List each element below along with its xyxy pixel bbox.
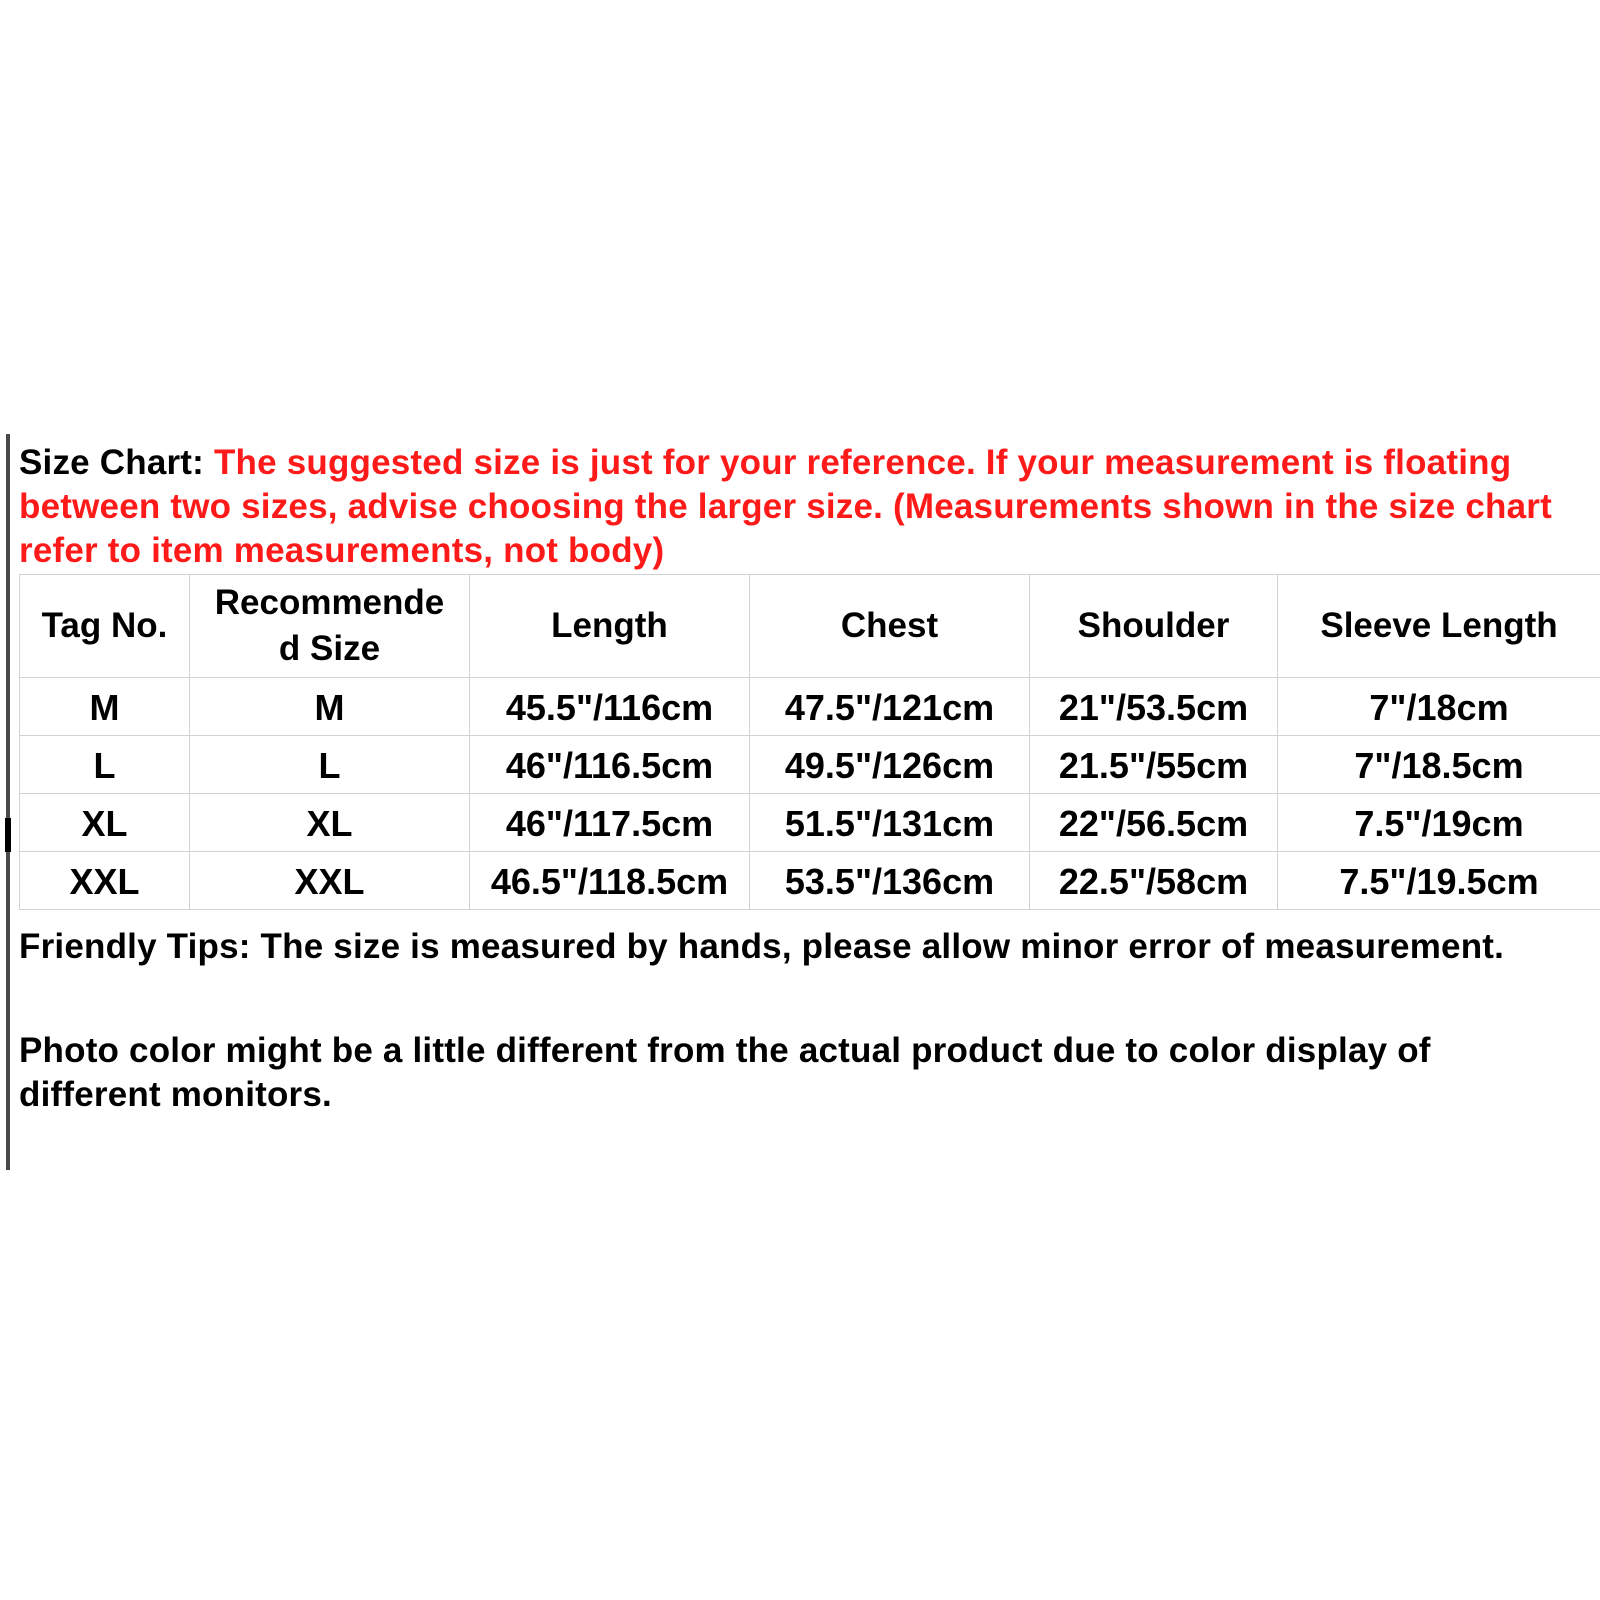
table-row: [20, 852, 1600, 910]
cell-sleeve: 7.5"/19cm: [1278, 794, 1600, 852]
cell-shoulder: 21"/53.5cm: [1030, 678, 1278, 736]
cell-tag: M: [20, 678, 190, 736]
cell-tag: L: [20, 736, 190, 794]
cell-recommended: M: [190, 678, 470, 736]
cell-recommended: XXL: [190, 852, 470, 910]
cell-shoulder: 21.5"/55cm: [1030, 736, 1278, 794]
size-table: [19, 574, 1600, 910]
header-recommended-line2: d Size: [278, 629, 381, 668]
cell-sleeve: 7"/18.5cm: [1278, 736, 1600, 794]
cell-chest: 53.5"/136cm: [750, 852, 1030, 910]
left-border-mark: [5, 818, 11, 852]
cell-shoulder: 22"/56.5cm: [1030, 794, 1278, 852]
photo-color-note: Photo color might be a little different from the actual product due to color display of different monitors.: [19, 1031, 1431, 1114]
cell-length: 46.5"/118.5cm: [470, 852, 750, 910]
cell-chest: 51.5"/131cm: [750, 794, 1030, 852]
table-row: [20, 736, 1600, 794]
cell-tag: XXL: [20, 852, 190, 910]
size-chart-intro: [19, 441, 1589, 573]
cell-chest: 47.5"/121cm: [750, 678, 1030, 736]
cell-tag: XL: [20, 794, 190, 852]
table-header-row: [20, 575, 1600, 678]
cell-recommended: L: [190, 736, 470, 794]
cell-chest: 49.5"/126cm: [750, 736, 1030, 794]
left-border-line: [6, 434, 10, 1170]
header-sleeve-length: Sleeve Length: [1278, 575, 1600, 678]
table-row: [20, 678, 1600, 736]
table-row: [20, 794, 1600, 852]
header-recommended-size: [190, 575, 470, 678]
cell-length: 45.5"/116cm: [470, 678, 750, 736]
cell-length: 46"/116.5cm: [470, 736, 750, 794]
header-shoulder: Shoulder: [1030, 575, 1278, 678]
size-chart-label: Size Chart:: [19, 443, 205, 482]
header-tag-no: Tag No.: [20, 575, 190, 678]
cell-recommended: XL: [190, 794, 470, 852]
size-reference-note: The suggested size is just for your reference. If your measurement is floating between two sizes, advise choosing the larger size. (Measurements shown in the size chart refer to item measurements, not body): [19, 443, 1552, 570]
friendly-tips: Friendly Tips: The size is measured by hands, please allow minor error of measurement.: [19, 927, 1505, 966]
header-length: Length: [470, 575, 750, 678]
header-chest: Chest: [750, 575, 1030, 678]
cell-sleeve: 7.5"/19.5cm: [1278, 852, 1600, 910]
header-recommended-line1: Recommende: [214, 583, 445, 622]
cell-shoulder: 22.5"/58cm: [1030, 852, 1278, 910]
cell-length: 46"/117.5cm: [470, 794, 750, 852]
cell-sleeve: 7"/18cm: [1278, 678, 1600, 736]
